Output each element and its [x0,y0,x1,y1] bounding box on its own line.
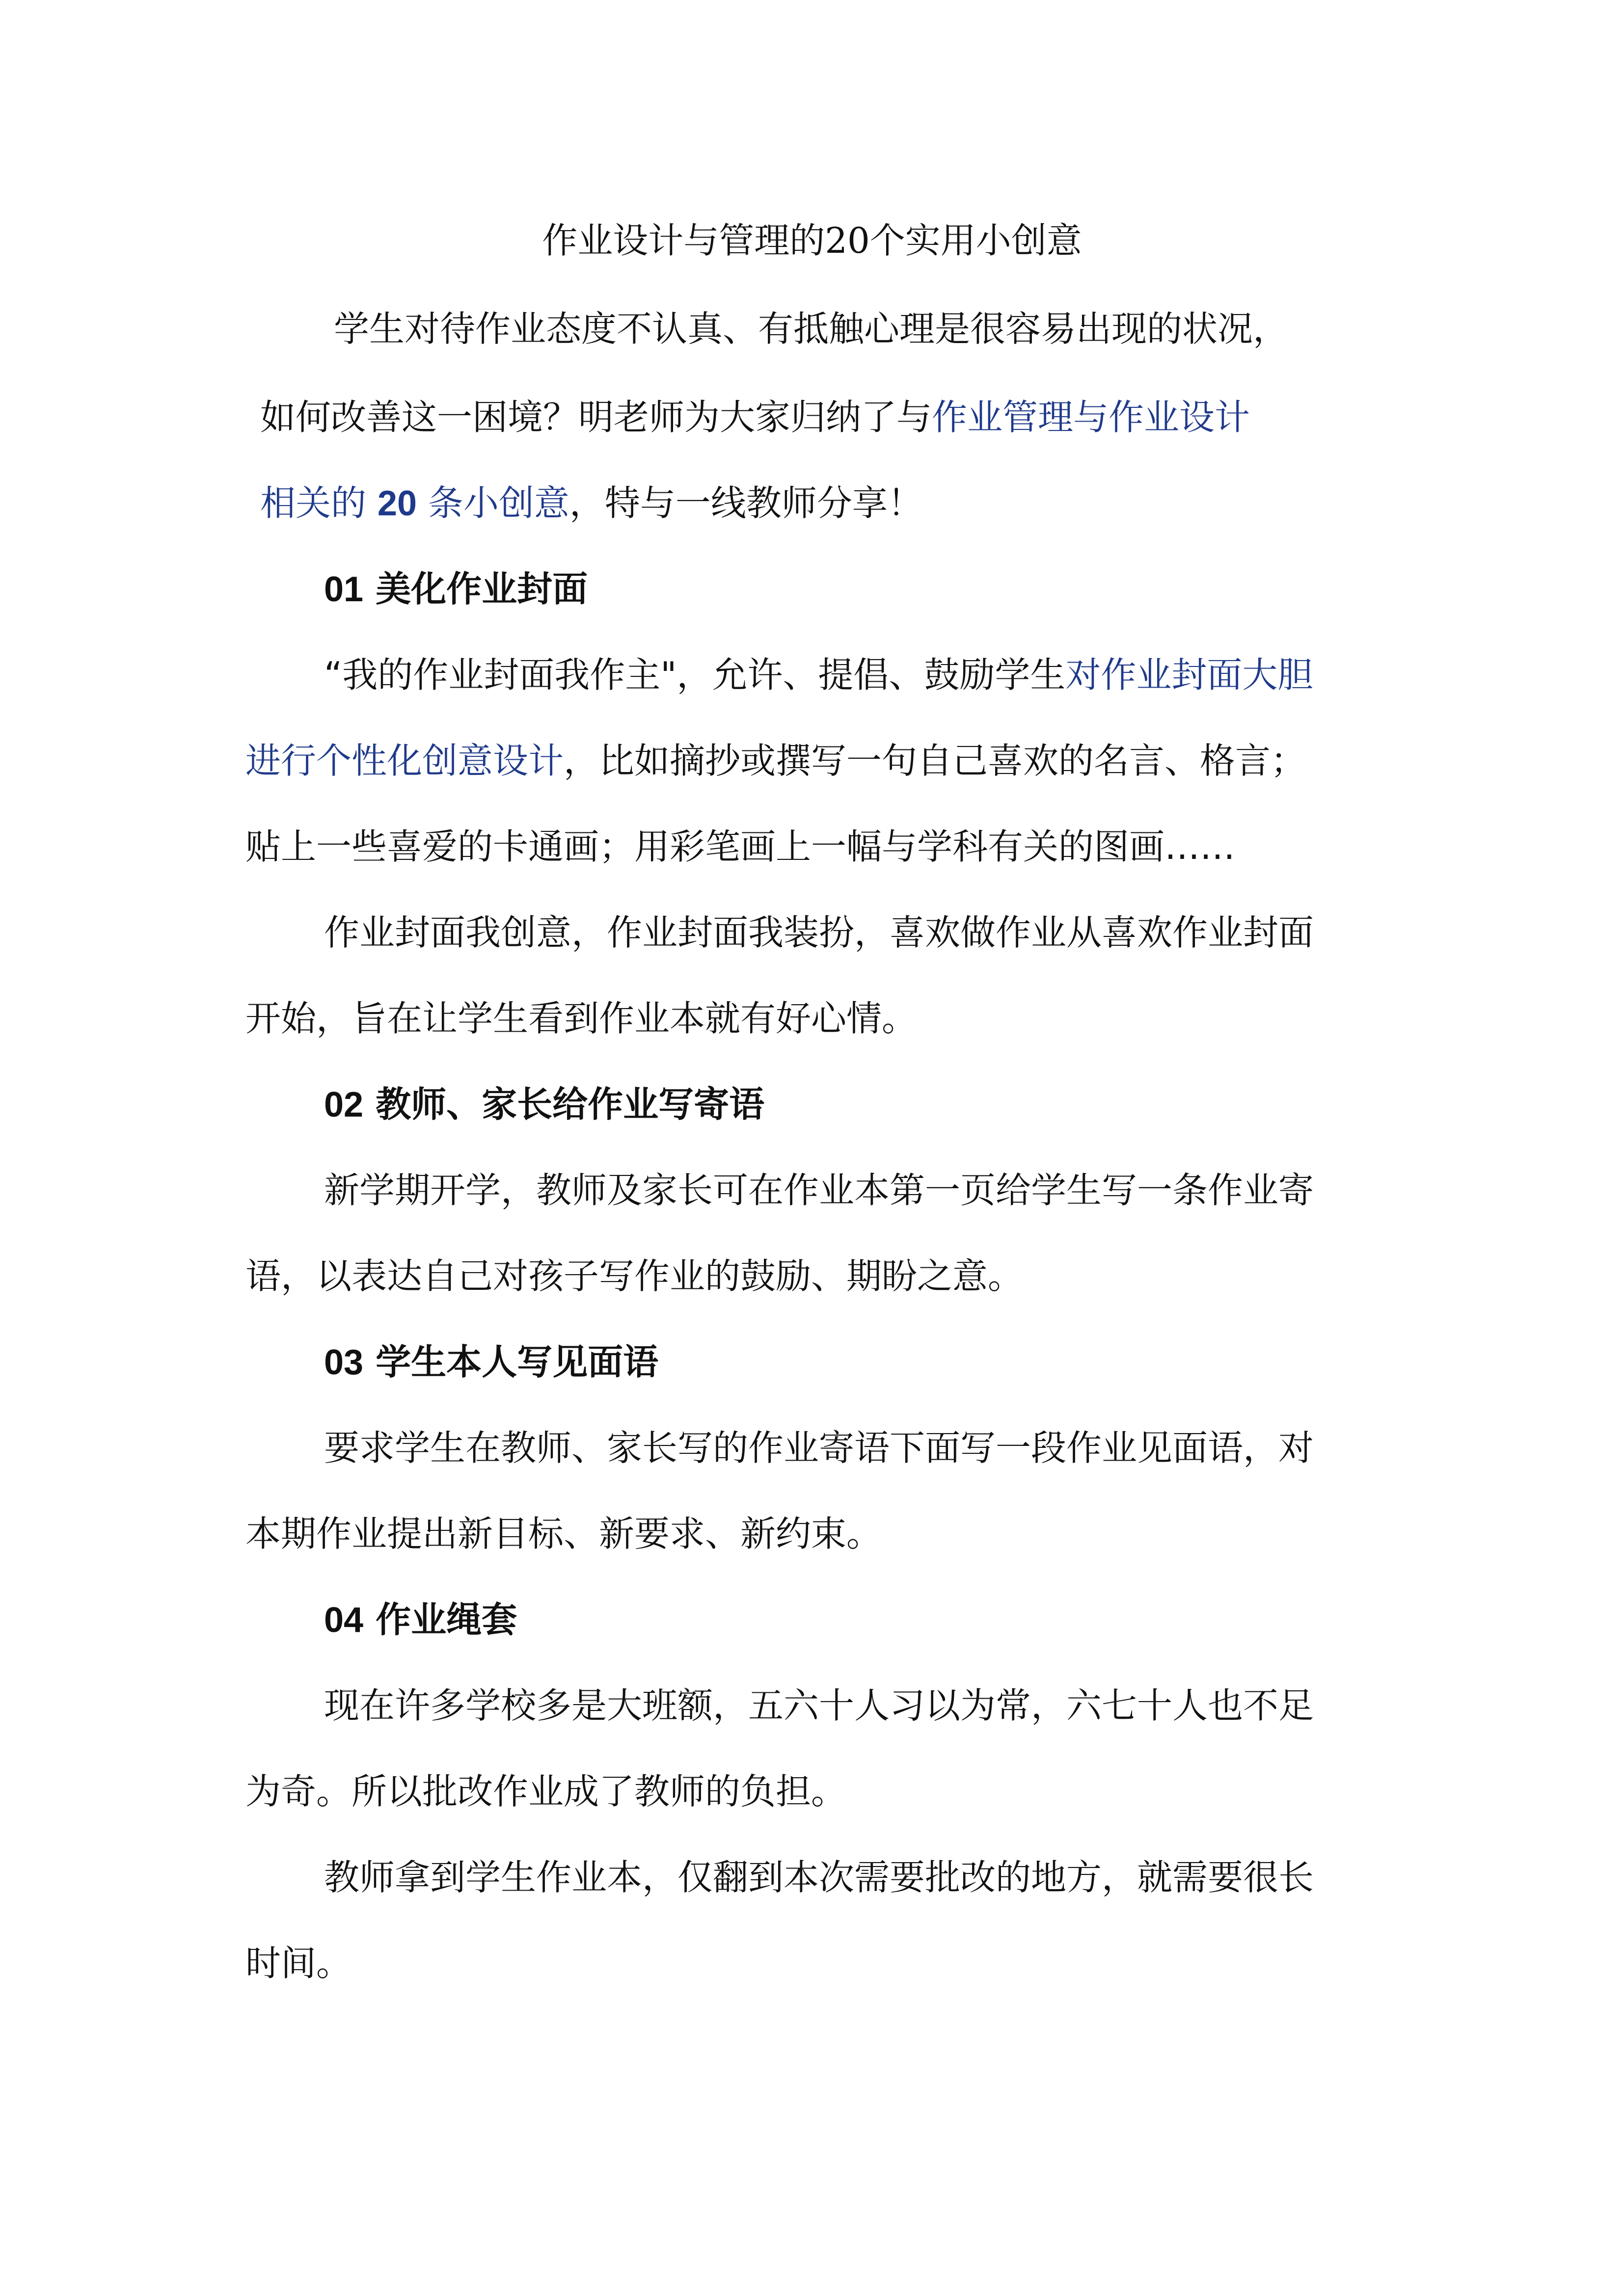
intro-text: 如何改善这一困境？明老师为大家归纳了与 [260,397,932,438]
section-paragraph-line [324,1853,1314,1902]
paragraph-text: ，比如摘抄或撰写一句自己喜欢的名言、格言； [564,740,1306,781]
section-paragraph-line [245,1252,1023,1301]
section-heading [324,1080,764,1129]
section-title: 学生本人写见面语 [376,1341,659,1383]
section-heading [324,1337,658,1387]
section-paragraph-line [245,1939,352,1988]
paragraph-text: 要求学生在教师、家长写的作业寄语下面写一段作业见面语，对 [324,1427,1314,1468]
paragraph-text: 现在许多学校多是大班额，五六十人习以为常，六七十人也不足 [324,1685,1314,1726]
paragraph-text: 开始，旨在让学生看到作业本就有好心情。 [245,998,918,1039]
paragraph-text: 贴上一些喜爱的卡通画；用彩笔画上一幅与学科有关的图画…… [245,826,1236,867]
section-paragraph-line [245,994,917,1043]
section-paragraph-line [324,1423,1314,1472]
intro-line-3 [260,479,923,528]
intro-highlight: 条小创意 [428,482,569,524]
section-paragraph-line [324,1166,1314,1215]
paragraph-text: 本期作业提出新目标、新要求、新约束。 [245,1513,882,1554]
section-number: 01 [324,570,364,609]
section-number: 04 [324,1601,364,1640]
section-heading [324,564,588,614]
section-paragraph-line [245,1509,882,1558]
section-title: 作业绳套 [376,1599,517,1640]
paragraph-text: 作业封面我创意，作业封面我装扮，喜欢做作业从喜欢作业封面 [324,912,1314,953]
section-paragraph-line [324,650,1313,699]
section-paragraph-line [245,822,1235,871]
paragraph-text: 教师拿到学生作业本，仅翻到本次需要批改的地方，就需要很长 [324,1857,1314,1898]
section-number: 03 [324,1343,364,1382]
paragraph-text: “我的作业封面我作主"，允许、提倡、鼓励学生 [324,654,1066,695]
section-paragraph-line [324,1681,1314,1730]
paragraph-text: 为奇。所以批改作业成了教师的负担。 [245,1771,847,1812]
paragraph-highlight: 进行个性化创意设计 [245,740,564,781]
intro-highlight: 相关的 [260,482,367,524]
section-paragraph-line [324,908,1314,957]
section-title: 美化作业封面 [376,568,588,610]
section-heading [324,1595,517,1645]
section-title: 教师、家长给作业写寄语 [376,1084,765,1125]
paragraph-text: 时间。 [245,1943,352,1984]
paragraph-text: 语，以表达自己对孩子写作业的鼓励、期盼之意。 [245,1255,1024,1297]
intro-line-1 [334,304,1288,353]
intro-highlight: 作业管理与作业设计 [932,397,1250,438]
intro-text: 学生对待作业态度不认真、有抵触心理是很容易出现的状况， [334,308,1289,349]
intro-text: ，特与一线教师分享！ [569,482,923,524]
document-title: 作业设计与管理的20个实用小创意 [542,220,1082,261]
intro-highlight-number: 20 [377,484,417,523]
section-number: 02 [324,1085,364,1124]
section-paragraph-line [245,736,1306,785]
paragraph-highlight: 对作业封面大胆 [1065,654,1313,695]
intro-line-2 [260,393,1250,442]
paragraph-text: 新学期开学，教师及家长可在作业本第一页给学生写一条作业寄 [324,1170,1314,1211]
section-paragraph-line [245,1767,846,1816]
